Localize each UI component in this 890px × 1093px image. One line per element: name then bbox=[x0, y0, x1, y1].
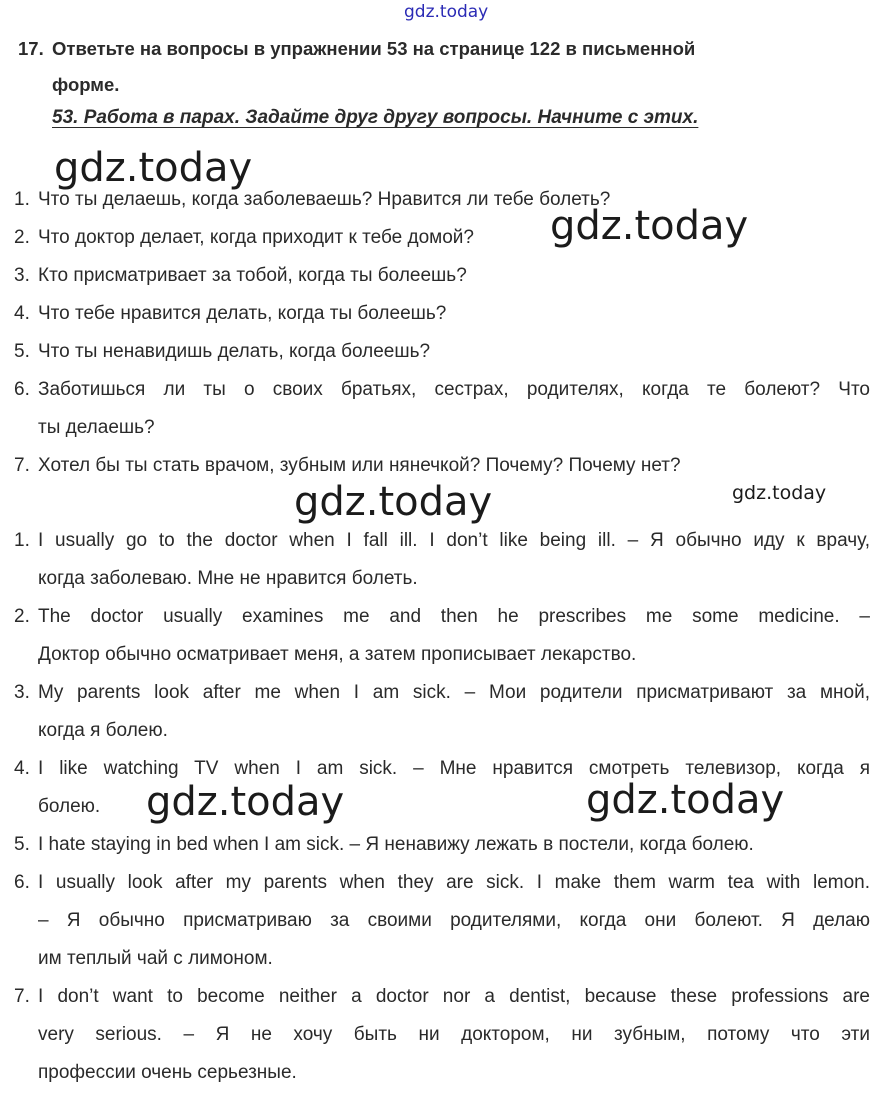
answer-text: I like watching TV when I am sick. – Мне нравится смотреть телевизор, когда я bbox=[38, 758, 870, 779]
answer-text: когда заболеваю. Мне не нравится болеть. bbox=[38, 568, 418, 589]
answer-text: им теплый чай с лимоном. bbox=[38, 948, 273, 969]
question-number: 1. bbox=[14, 189, 30, 210]
answer-text: профессии очень серьезные. bbox=[38, 1062, 297, 1083]
answer-text: когда я болею. bbox=[38, 720, 168, 741]
answer-number: 6. bbox=[14, 872, 30, 893]
watermark: gdz.today bbox=[550, 203, 749, 249]
watermark: gdz.today bbox=[294, 479, 493, 525]
watermark: gdz.today bbox=[54, 145, 253, 191]
watermark: gdz.today bbox=[586, 777, 785, 823]
question-number: 4. bbox=[14, 303, 30, 324]
task-number: 17. bbox=[18, 38, 44, 59]
answer-text: I usually look after my parents when they are sick. I make them warm tea with lemon. bbox=[38, 872, 870, 893]
question-text: Заботишься ли ты о своих братьях, сестрах, родителях, когда те болеют? Что bbox=[38, 379, 870, 400]
question-text: ты делаешь? bbox=[38, 417, 155, 438]
question-number: 5. bbox=[14, 341, 30, 362]
question-number: 6. bbox=[14, 379, 30, 400]
answer-text: I usually go to the doctor when I fall ill. I don’t like being ill. – Я обычно иду к врачу, bbox=[38, 530, 870, 551]
answer-number: 7. bbox=[14, 986, 30, 1007]
answer-number: 3. bbox=[14, 682, 30, 703]
watermark: gdz.today bbox=[732, 482, 827, 504]
answer-text: болею. bbox=[38, 796, 101, 817]
question-text: Что тебе нравится делать, когда ты болеешь? bbox=[38, 303, 447, 324]
task-text-line2: форме. bbox=[52, 74, 120, 95]
task-text-line1: Ответьте на вопросы в упражнении 53 на странице 122 в письменной bbox=[52, 38, 696, 59]
watermark-top: gdz.today bbox=[404, 2, 489, 22]
answer-number: 2. bbox=[14, 606, 30, 627]
answer-text: The doctor usually examines me and then he prescribes me some medicine. – bbox=[38, 606, 870, 627]
answer-text: I hate staying in bed when I am sick. – Я ненавижу лежать в постели, когда болею. bbox=[38, 834, 754, 855]
answer-text: My parents look after me when I am sick. – Мои родители присматривают за мной, bbox=[38, 682, 870, 703]
answer-text: Доктор обычно осматривает меня, а затем прописывает лекарство. bbox=[38, 644, 637, 665]
question-number: 3. bbox=[14, 265, 30, 286]
answer-number: 4. bbox=[14, 758, 30, 779]
question-text: Что доктор делает, когда приходит к тебе домой? bbox=[38, 227, 474, 248]
question-text: Хотел бы ты стать врачом, зубным или нянечкой? Почему? Почему нет? bbox=[38, 455, 681, 476]
exercise-subtitle: 53. Работа в парах. Задайте друг другу вопросы. Начните с этих. bbox=[52, 107, 699, 128]
answer-number: 1. bbox=[14, 530, 30, 551]
question-number: 2. bbox=[14, 227, 30, 248]
question-text: Что ты ненавидишь делать, когда болеешь? bbox=[38, 341, 431, 362]
answer-text: I don’t want to become neither a doctor nor a dentist, because these professions are bbox=[38, 986, 870, 1007]
answer-text: very serious. – Я не хочу быть ни доктором, ни зубным, потому что эти bbox=[38, 1024, 870, 1045]
answer-text: – Я обычно присматриваю за своими родителями, когда они болеют. Я делаю bbox=[38, 910, 870, 931]
watermark: gdz.today bbox=[146, 779, 345, 825]
question-number: 7. bbox=[14, 455, 30, 476]
question-text: Что ты делаешь, когда заболеваешь? Нравится ли тебе болеть? bbox=[38, 189, 611, 210]
question-text: Кто присматривает за тобой, когда ты болеешь? bbox=[38, 265, 467, 286]
answer-number: 5. bbox=[14, 834, 30, 855]
